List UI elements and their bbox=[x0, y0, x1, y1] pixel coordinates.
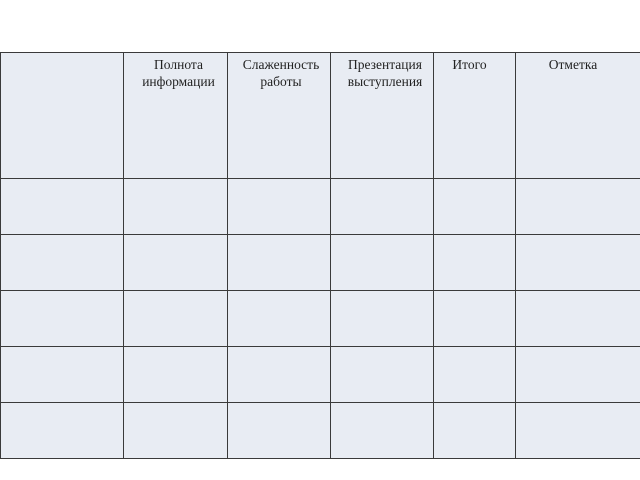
table-row bbox=[1, 291, 640, 347]
table-cell[interactable] bbox=[331, 403, 434, 459]
table-row bbox=[1, 179, 640, 235]
table-cell[interactable] bbox=[434, 235, 516, 291]
table-cell[interactable] bbox=[434, 403, 516, 459]
header-label-info-completeness: Полнота информации bbox=[142, 57, 215, 89]
table-cell[interactable] bbox=[516, 291, 640, 347]
table-cell[interactable] bbox=[1, 403, 124, 459]
table-cell[interactable] bbox=[124, 291, 228, 347]
table-cell[interactable] bbox=[434, 347, 516, 403]
header-cell-total bbox=[434, 53, 516, 179]
header-label-teamwork: Слаженность работы bbox=[242, 57, 320, 89]
table-cell[interactable] bbox=[331, 179, 434, 235]
table-row bbox=[1, 235, 640, 291]
table-cell[interactable] bbox=[1, 347, 124, 403]
table-row bbox=[1, 403, 640, 459]
header-cell-teamwork bbox=[228, 53, 331, 179]
table-cell[interactable] bbox=[1, 179, 124, 235]
table-row bbox=[1, 347, 640, 403]
table-cell[interactable] bbox=[516, 347, 640, 403]
table-cell[interactable] bbox=[124, 347, 228, 403]
table-cell[interactable] bbox=[124, 403, 228, 459]
header-cell-presentation bbox=[331, 53, 434, 179]
table-cell[interactable] bbox=[1, 235, 124, 291]
table-cell[interactable] bbox=[434, 179, 516, 235]
table-header-row bbox=[1, 53, 640, 179]
table-cell[interactable] bbox=[516, 403, 640, 459]
table-cell[interactable] bbox=[1, 291, 124, 347]
table-cell[interactable] bbox=[434, 291, 516, 347]
table-cell[interactable] bbox=[228, 403, 331, 459]
header-cell-blank bbox=[1, 53, 124, 179]
evaluation-table bbox=[0, 52, 640, 459]
table-cell[interactable] bbox=[228, 291, 331, 347]
header-cell-mark bbox=[516, 53, 640, 179]
table-cell[interactable] bbox=[331, 347, 434, 403]
table-cell[interactable] bbox=[516, 235, 640, 291]
table-cell[interactable] bbox=[516, 179, 640, 235]
table-cell[interactable] bbox=[124, 235, 228, 291]
header-label-mark: Отметка bbox=[548, 57, 598, 72]
header-label-total: Итого bbox=[452, 57, 487, 72]
header-cell-info-completeness bbox=[124, 53, 228, 179]
table-cell[interactable] bbox=[228, 347, 331, 403]
table-cell[interactable] bbox=[124, 179, 228, 235]
table-cell[interactable] bbox=[331, 235, 434, 291]
header-label-presentation: Презентация выступления bbox=[347, 57, 423, 89]
table-cell[interactable] bbox=[331, 291, 434, 347]
table-cell[interactable] bbox=[228, 179, 331, 235]
table-cell[interactable] bbox=[228, 235, 331, 291]
